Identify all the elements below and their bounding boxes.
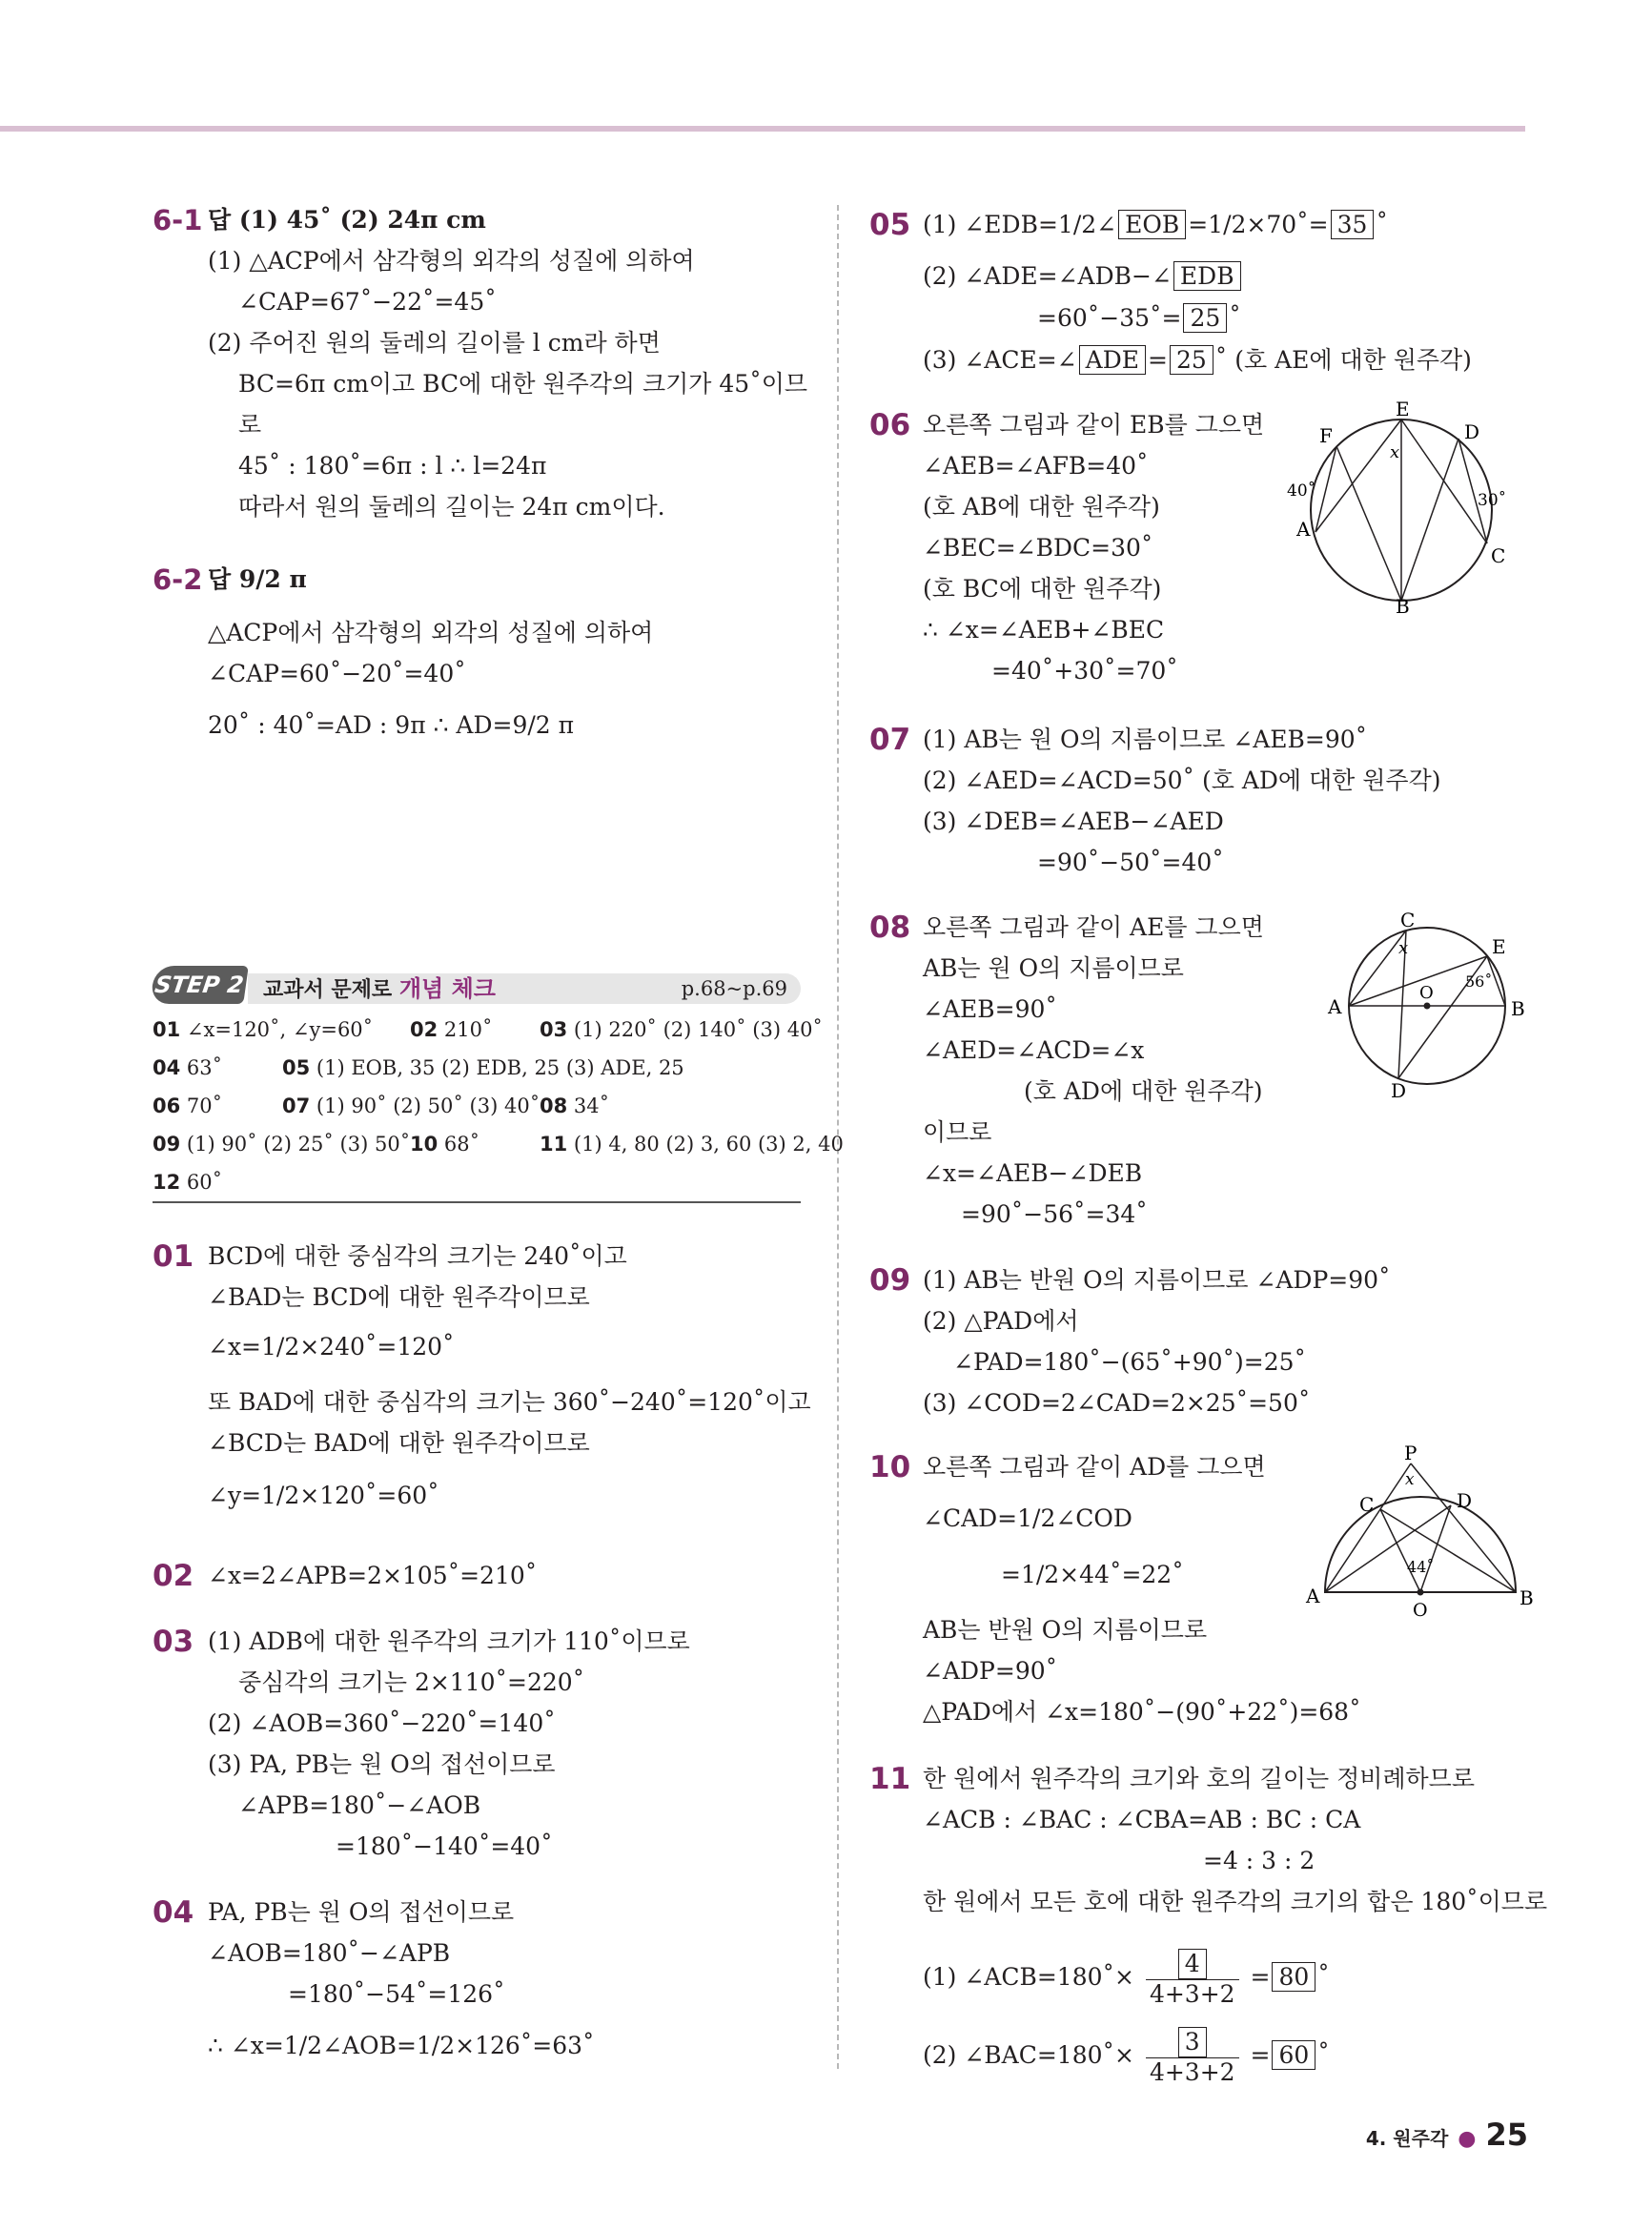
fig08-label-x: x: [1398, 938, 1409, 958]
solution-line: 중심각의 크기는 2×110˚=220˚: [238, 1668, 585, 1696]
fig10-label-C: C: [1359, 1493, 1375, 1516]
solution-line: ∠AOB=180˚−∠APB: [208, 1939, 451, 1967]
quick-answer-06: 06 70˚: [153, 1095, 223, 1117]
solution-line: ∠PAD=180˚−(65˚+90˚)=25˚: [953, 1348, 1307, 1376]
solution-line-11-2: (2) ∠BAC=180˚× $\frac{3}{4+3+2} = 60$ ˚: [923, 2028, 1330, 2086]
problem-number-11: 11: [869, 1762, 911, 1796]
step2-header: [153, 966, 801, 1008]
top-decorative-bar: [0, 126, 1525, 132]
step2-badge: STEP 2: [150, 966, 249, 1004]
solution-line: ∠AEB=90˚: [923, 995, 1057, 1023]
solution-line: ∴ ∠x=1/2∠AOB=1/2×126˚=63˚: [208, 2032, 595, 2059]
problem-number-02: 02: [153, 1559, 194, 1593]
solution-line: ∠CAP=60˚−20˚=40˚: [208, 660, 466, 687]
solution-line: 로: [238, 411, 262, 439]
fig10-angle-44: 44˚: [1407, 1558, 1435, 1576]
answer-6-2: 답 9/2 π: [208, 565, 307, 593]
fig10-label-A: A: [1306, 1585, 1320, 1607]
fig08-label-B: B: [1511, 997, 1525, 1020]
solution-line: =90˚−50˚=40˚: [1037, 849, 1224, 876]
solution-line: 오른쪽 그림과 같이 AD를 그으면: [923, 1453, 1266, 1481]
problem-number-04: 04: [153, 1895, 194, 1930]
solution-line: (1) △ACP에서 삼각형의 외각의 성질에 의하여: [208, 247, 695, 275]
fig08-label-C: C: [1400, 909, 1416, 931]
solution-line: (2) ∠ADE=∠ADB−∠ EDB: [923, 261, 1243, 292]
solution-line: ∠BCD는 BAD에 대한 원주각이므로: [208, 1429, 590, 1457]
fig08-angle-56: 56˚: [1465, 972, 1493, 991]
solution-line: =180˚−140˚=40˚: [336, 1832, 553, 1860]
solution-line: ∠x=∠AEB−∠DEB: [923, 1159, 1143, 1187]
solution-line: ∠ADP=90˚: [923, 1657, 1058, 1685]
solution-line: =90˚−56˚=34˚: [961, 1200, 1148, 1228]
solution-line: ∠BAD는 BCD에 대한 원주각이므로: [208, 1283, 590, 1311]
fig06-angle-30: 30˚: [1478, 491, 1507, 510]
solution-line: ∠CAP=67˚−22˚=45˚: [238, 288, 497, 316]
solution-line: PA, PB는 원 O의 접선이므로: [208, 1898, 515, 1926]
fig06-label-D: D: [1464, 420, 1480, 443]
solution-line: ∠AEB=∠AFB=40˚: [923, 452, 1149, 480]
quick-answer-03: 03 (1) 220˚ (2) 140˚ (3) 40˚: [540, 1018, 823, 1041]
step2-title-a: 교과서 문제로: [263, 978, 399, 1002]
problem-number-10: 10: [869, 1450, 911, 1484]
solution-line: 오른쪽 그림과 같이 EB를 그으면: [923, 411, 1265, 439]
fig06-label-B: B: [1396, 595, 1410, 618]
solution-line: =4 : 3 : 2: [1203, 1847, 1315, 1874]
problem-number-05: 05: [869, 208, 911, 242]
fig06-label-E: E: [1396, 398, 1410, 420]
solution-line: △PAD에서 ∠x=180˚−(90˚+22˚)=68˚: [923, 1698, 1361, 1726]
solution-line: (2) 주어진 원의 둘레의 길이를 l cm라 하면: [208, 329, 661, 357]
quick-answer-10: 10 68˚: [410, 1133, 480, 1156]
solution-line: ∠x=2∠APB=2×105˚=210˚: [208, 1562, 538, 1589]
solution-line: (3) ∠ACE=∠ ADE = 25 ˚ (호 AE에 대한 원주각): [923, 346, 1472, 374]
solution-line: (3) ∠DEB=∠AEB−∠AED: [923, 808, 1224, 835]
answer-6-1: 답 (1) 45˚ (2) 24π cm: [208, 206, 486, 234]
fig06-label-x: x: [1390, 442, 1400, 462]
fig08-label-D: D: [1391, 1079, 1407, 1102]
problem-number-03: 03: [153, 1625, 194, 1659]
solution-line: BC=6π cm이고 BC에 대한 원주각의 크기가 45˚이므: [238, 370, 808, 398]
solution-line: ∠y=1/2×120˚=60˚: [208, 1482, 439, 1509]
problem-number-09: 09: [869, 1263, 911, 1298]
solution-line: =60˚−35˚= 25 ˚: [1037, 304, 1241, 332]
quick-answer-04: 04 63˚: [153, 1056, 223, 1079]
page-number: 25: [1485, 2117, 1528, 2153]
step2-title-b: 개념 체크: [398, 975, 496, 1002]
solution-line: (호 AB에 대한 원주각): [923, 493, 1160, 521]
fig10-label-P: P: [1404, 1442, 1417, 1464]
problem-number-07: 07: [869, 723, 911, 757]
figure-06-circle: [1287, 398, 1525, 618]
page-footer: [1366, 2117, 1528, 2153]
solution-line: (호 AD에 대한 원주각): [1024, 1077, 1263, 1105]
fig08-label-E: E: [1492, 935, 1506, 958]
solution-line: 따라서 원의 둘레의 길이는 24π cm이다.: [238, 493, 665, 521]
solution-line: ∠x=1/2×240˚=120˚: [208, 1333, 455, 1361]
solution-line: (2) ∠AED=∠ACD=50˚ (호 AD에 대한 원주각): [923, 767, 1441, 794]
solution-line: (1) ∠EDB=1/2∠ EOB =1/2×70˚= 35 ˚: [923, 211, 1388, 238]
solution-line: =180˚−54˚=126˚: [288, 1980, 505, 2008]
quick-answer-01: 01 ∠x=120˚, ∠y=60˚: [153, 1018, 374, 1041]
solution-line: ∠AED=∠ACD=∠x: [923, 1036, 1145, 1064]
quick-answer-09: 09 (1) 90˚ (2) 25˚ (3) 50˚: [153, 1133, 411, 1156]
solution-line: (2) △PAD에서: [923, 1307, 1079, 1335]
solution-line: 45˚ : 180˚=6π : l ∴ l=24π: [238, 452, 547, 480]
problem-number-6-1: 6-1: [153, 204, 203, 236]
solution-line: 또 BAD에 대한 중심각의 크기는 360˚−240˚=120˚이고: [208, 1388, 811, 1416]
figure-10-semicircle: [1306, 1444, 1535, 1626]
problem-number-08: 08: [869, 910, 911, 945]
answers-separator: [153, 1201, 801, 1203]
solution-line: AB는 원 O의 지름이므로: [923, 954, 1184, 982]
fig08-label-O: O: [1419, 983, 1434, 1003]
step2-pages: p.68~p.69: [681, 977, 787, 1000]
solution-line: ∠BEC=∠BDC=30˚: [923, 534, 1153, 562]
problem-number-06: 06: [869, 408, 911, 442]
solution-line: =40˚+30˚=70˚: [991, 657, 1178, 685]
solution-line: △ACP에서 삼각형의 외각의 성질에 의하여: [208, 619, 654, 646]
solution-line: 오른쪽 그림과 같이 AE를 그으면: [923, 913, 1264, 941]
quick-answer-11: 11 (1) 4, 80 (2) 3, 60 (3) 2, 40: [540, 1133, 844, 1156]
solution-line: 한 원에서 모든 호에 대한 원주각의 크기의 합은 180˚이므로: [923, 1888, 1548, 1915]
solution-line: AB는 반원 O의 지름이므로: [923, 1616, 1208, 1644]
quick-answer-05: 05 (1) EOB, 35 (2) EDB, 25 (3) ADE, 25: [282, 1056, 684, 1079]
solution-line: (호 BC에 대한 원주각): [923, 575, 1162, 603]
solution-line: 이므로: [923, 1118, 992, 1146]
solution-line: (3) PA, PB는 원 O의 접선이므로: [208, 1750, 556, 1778]
solution-line: =1/2×44˚=22˚: [1001, 1561, 1184, 1588]
fig10-label-B: B: [1519, 1586, 1534, 1609]
quick-answer-08: 08 34˚: [540, 1095, 610, 1117]
fig10-label-x: x: [1405, 1470, 1415, 1489]
solution-line: (2) ∠AOB=360˚−220˚=140˚: [208, 1709, 556, 1737]
solution-line: ∠CAD=1/2∠COD: [923, 1504, 1132, 1532]
solution-line: ∠APB=180˚−∠AOB: [238, 1791, 481, 1819]
fig10-label-D: D: [1457, 1489, 1473, 1512]
solution-line: (1) ADB에 대한 원주각의 크기가 110˚이므로: [208, 1627, 690, 1655]
fig06-label-A: A: [1296, 518, 1311, 541]
step2-title: [263, 973, 496, 1006]
fig10-label-O: O: [1413, 1600, 1428, 1621]
fig06-label-C: C: [1491, 544, 1506, 567]
figure-08-circle: [1320, 910, 1535, 1101]
solution-line: (3) ∠COD=2∠CAD=2×25˚=50˚: [923, 1389, 1311, 1417]
solution-line: ∠ACB : ∠BAC : ∠CBA=AB : BC : CA: [923, 1806, 1361, 1833]
solution-line: (1) AB는 원 O의 지름이므로 ∠AEB=90˚: [923, 726, 1368, 753]
bullet-dot-icon: ●: [1458, 2127, 1477, 2151]
fig06-label-F: F: [1319, 424, 1333, 447]
solution-line-11-1: (1) ∠ACB=180˚× $\frac{4}{4+3+2} = 80$ ˚: [923, 1950, 1330, 2008]
problem-number-01: 01: [153, 1239, 194, 1274]
solution-line: 20˚ : 40˚=AD : 9π ∴ AD=9/2 π: [208, 711, 575, 739]
problem-number-6-2: 6-2: [153, 563, 203, 596]
chapter-label: 4. 원주각: [1365, 2127, 1449, 2150]
quick-answer-02: 02 210˚: [410, 1018, 493, 1041]
fig08-label-A: A: [1328, 995, 1342, 1018]
quick-answer-12: 12 60˚: [153, 1171, 223, 1194]
solution-line: (1) AB는 반원 O의 지름이므로 ∠ADP=90˚: [923, 1266, 1391, 1294]
solution-line: 한 원에서 원주각의 크기와 호의 길이는 정비례하므로: [923, 1765, 1475, 1792]
fig06-angle-40: 40˚: [1287, 481, 1316, 501]
solution-line: ∴ ∠x=∠AEB+∠BEC: [923, 616, 1165, 644]
solution-line: BCD에 대한 중심각의 크기는 240˚이고: [208, 1242, 627, 1270]
quick-answer-07: 07 (1) 90˚ (2) 50˚ (3) 40˚: [282, 1095, 540, 1117]
